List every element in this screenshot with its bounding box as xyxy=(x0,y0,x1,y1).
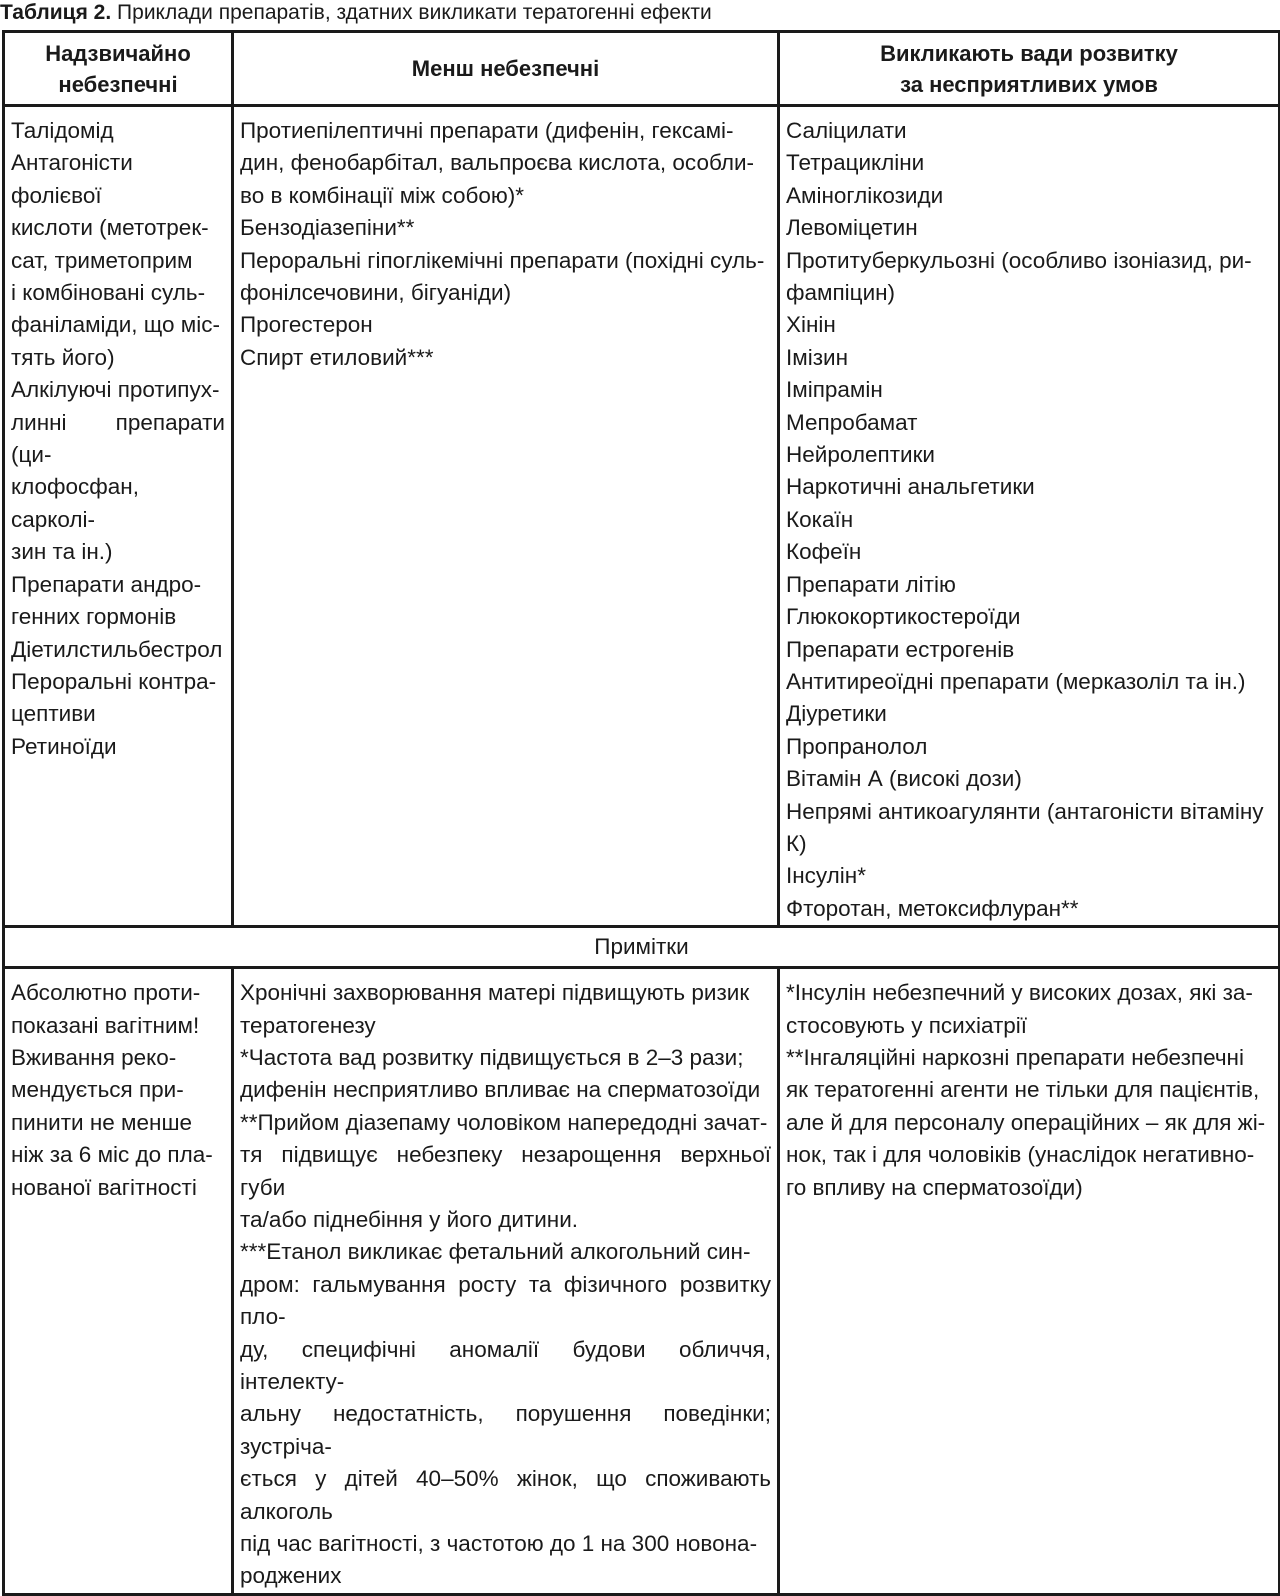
cell-line: Кофеїн xyxy=(786,539,862,565)
cell-line: Антитиреоїдні препарати (мерказоліл та ін.) xyxy=(786,668,1246,694)
cell-line: линні препарати (ци- xyxy=(11,409,225,468)
cell-line: Фторотан, метоксифлуран** xyxy=(786,895,1079,921)
cell-line: **Прийом діазепаму чоловіком напередодні зачат- xyxy=(240,1109,768,1135)
cell-line: фонілсечовини, бігуаніди) xyxy=(240,280,512,306)
cell-line: Препарати літію xyxy=(786,571,956,597)
cell-line: фампіцин) xyxy=(786,280,896,306)
drugs-extremely-dangerous-cell xyxy=(4,106,233,927)
cell-line: Прогестерон xyxy=(240,312,373,338)
cell-line: Діетилстильбестрол xyxy=(11,636,223,662)
table-caption-label: Таблиця 2. xyxy=(0,1,112,24)
cell-line: Саліцилати xyxy=(786,118,907,143)
cell-line: Хінін xyxy=(786,312,836,338)
cell-line: роджених xyxy=(240,1563,342,1589)
notes-conditional-cell xyxy=(779,968,1280,1595)
cell-line: як тератогенні агенти не тільки для пацієнтів, xyxy=(786,1077,1260,1103)
cell-line: цептиви xyxy=(11,701,96,727)
cell-line: нованої вагітності xyxy=(11,1174,197,1200)
cell-line: Непрямі антикоагулянти (антагоністи вітаміну К) xyxy=(786,798,1264,856)
cell-line: Алкілуючі протипух- xyxy=(11,377,220,403)
cell-line: Діуретики xyxy=(786,701,887,727)
cell-line: але й для персоналу операційних – як для жі- xyxy=(786,1109,1266,1135)
cell-line: Нейролептики xyxy=(786,442,935,468)
cell-line: Абсолютно проти- xyxy=(11,980,201,1006)
header-line: небезпечні xyxy=(58,71,178,97)
header-line: Викликають вади розвитку xyxy=(880,40,1178,66)
cell-line: нок, так і для чоловіків (унаслідок негативно- xyxy=(786,1142,1255,1168)
cell-line: тя підвищує небезпеку незарощення верхньої губи xyxy=(240,1142,771,1200)
cell-line: Кокаїн xyxy=(786,506,854,532)
cell-line: Пропранолол xyxy=(786,733,928,759)
cell-line: Препарати андро- xyxy=(11,571,202,597)
cell-line: альну недостатність, порушення поведінки; зустріча- xyxy=(240,1401,771,1459)
cell-line: і комбіновані суль- xyxy=(11,280,206,306)
cell-line: *Інсулін небезпечний у високих дозах, які за- xyxy=(786,980,1253,1006)
cell-line: Інсулін* xyxy=(786,863,866,889)
cell-line: кислоти (метотрек- xyxy=(11,215,209,241)
drugs-conditional-cell xyxy=(779,106,1280,927)
notes-header: Примітки xyxy=(4,927,1280,968)
cell-line: Тетрацикліни xyxy=(786,150,925,176)
cell-line: дин, фенобарбітал, вальпроєва кислота, особли- xyxy=(240,150,755,176)
cell-line: Вітамін А (високі дози) xyxy=(786,766,1022,792)
notes-row xyxy=(4,968,1280,1595)
cell-line: ***Етанол викликає фетальний алкогольний син- xyxy=(240,1239,751,1265)
cell-line: тератогенезу xyxy=(240,1012,376,1038)
cell-line: Вживання реко- xyxy=(11,1044,177,1070)
cell-line: Пероральні гіпоглікемічні препарати (похідні суль- xyxy=(240,247,765,273)
cell-line: Мепробамат xyxy=(786,409,918,435)
cell-line: дифенін несприятливо впливає на сперматозоїди xyxy=(240,1077,761,1103)
cell-line: Протитуберкульозні (особливо ізоніазид, ри- xyxy=(786,247,1252,273)
table-caption-text: Приклади препаратів, здатних викликати тератогенні ефекти xyxy=(117,1,712,24)
cell-line: зин та ін.) xyxy=(11,539,113,565)
cell-line: Бензодіазепіни** xyxy=(240,215,415,241)
cell-line: **Інгаляційні наркозні препарати небезпечні xyxy=(786,1044,1244,1070)
cell-line: клофосфан, сарколі- xyxy=(11,474,139,532)
cell-line: го впливу на сперматозоїди) xyxy=(786,1174,1083,1200)
cell-line: Талідомід xyxy=(11,118,114,143)
header-line: Менш небезпечні xyxy=(411,56,600,81)
cell-line: Глюкокортикостероїди xyxy=(786,604,1021,630)
cell-line: Аміноглікозиди xyxy=(786,182,944,208)
cell-line: во в комбінації між собою)* xyxy=(240,182,525,208)
cell-line: Іміпрамін xyxy=(786,377,883,403)
table-header-row xyxy=(4,32,1280,106)
cell-line: Левоміцетин xyxy=(786,215,918,241)
cell-line: під час вагітності, з частотою до 1 на 300 новона- xyxy=(240,1531,758,1557)
cell-line: Протиепілептичні препарати (дифенін, гексамі- xyxy=(240,118,734,143)
cell-line: сат, триметоприм xyxy=(11,247,193,273)
cell-line: стосовують у психіатрії xyxy=(786,1012,1028,1038)
notes-less-dangerous-cell xyxy=(233,968,779,1595)
cell-line: ється у дітей 40–50% жінок, що споживають алкоголь xyxy=(240,1466,771,1524)
cell-line: генних гормонів xyxy=(11,604,177,630)
cell-line: Хронічні захворювання матері підвищують ризик xyxy=(240,980,750,1006)
cell-line: мендується при- xyxy=(11,1077,184,1103)
cell-line: Антагоністи фолієвої xyxy=(11,150,133,208)
cell-line: Препарати естрогенів xyxy=(786,636,1015,662)
teratogenic-drugs-table xyxy=(2,30,1280,1596)
drugs-row xyxy=(4,106,1280,927)
cell-line: пинити не менше xyxy=(11,1109,193,1135)
header-line: Надзвичайно xyxy=(45,40,191,66)
drugs-less-dangerous-cell xyxy=(233,106,779,927)
header-extremely-dangerous xyxy=(4,32,233,106)
cell-line: фаніламіди, що міс- xyxy=(11,312,220,338)
cell-line: та/або піднебіння у його дитини. xyxy=(240,1207,579,1232)
cell-line: Імізин xyxy=(786,344,849,370)
cell-line: Ретиноїди xyxy=(11,733,117,759)
notes-header-row xyxy=(4,927,1280,968)
header-less-dangerous xyxy=(233,32,779,106)
cell-line: *Частота вад розвитку підвищується в 2–3 рази; xyxy=(240,1044,744,1070)
notes-extremely-dangerous-cell xyxy=(4,968,233,1595)
header-conditional-defects xyxy=(779,32,1280,106)
cell-line: дром: гальмування росту та фізичного розвитку пло- xyxy=(240,1271,771,1330)
cell-line: тять його) xyxy=(11,344,115,370)
cell-line: ніж за 6 міс до пла- xyxy=(11,1142,213,1168)
cell-line: Пероральні контра- xyxy=(11,668,217,694)
cell-line: Спирт етиловий*** xyxy=(240,344,434,370)
cell-line: показані вагітним! xyxy=(11,1012,200,1038)
cell-line: ду, специфічні аномалії будови обличчя, інтелекту- xyxy=(240,1336,771,1395)
table-caption xyxy=(0,0,712,28)
cell-line: Наркотичні анальгетики xyxy=(786,474,1035,500)
header-line: за несприятливих умов xyxy=(900,71,1158,97)
